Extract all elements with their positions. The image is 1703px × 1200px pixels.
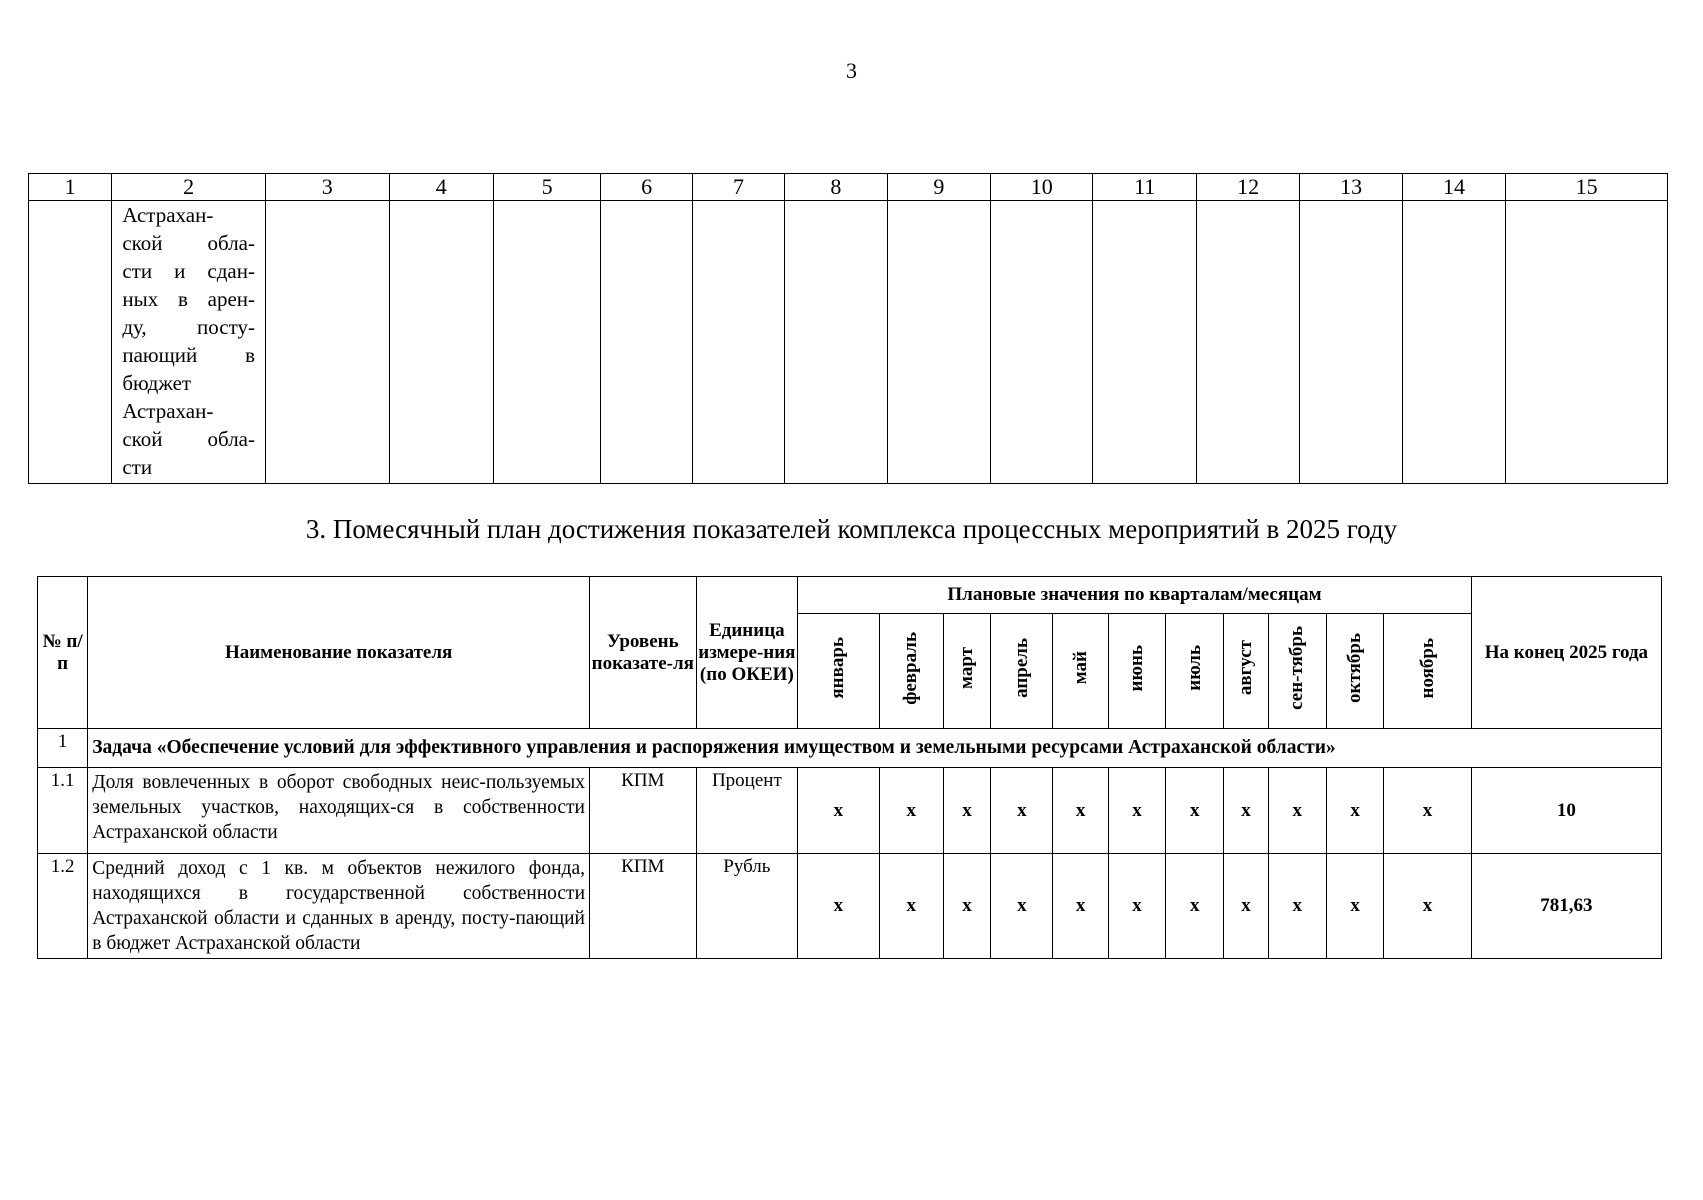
month-header: апрель: [991, 614, 1053, 729]
empty-cell: [785, 201, 887, 484]
indicator-unit: Рубль: [696, 854, 798, 959]
col-header: 7: [692, 174, 784, 201]
month-value: х: [1224, 768, 1268, 854]
month-header: март: [943, 614, 990, 729]
empty-cell: [266, 201, 390, 484]
continuation-table: [28, 173, 1668, 484]
month-value: х: [1166, 854, 1224, 959]
month-header: ноябрь: [1384, 614, 1472, 729]
month-value: х: [1053, 768, 1108, 854]
empty-cell: [1506, 201, 1668, 484]
col-header-level: Уровень показате-ля: [590, 577, 697, 729]
col-header-plan: Плановые значения по кварталам/месяцам: [798, 577, 1472, 614]
continued-indicator-name: Астрахан- ской обла- сти и сдан- ных в арен- ду, посту- пающий в бюджет Астрахан- ской обла- сти: [112, 201, 266, 484]
month-value: х: [991, 768, 1053, 854]
empty-cell: [692, 201, 784, 484]
empty-cell: [1093, 201, 1196, 484]
col-header-name: Наименование показателя: [88, 577, 590, 729]
col-header: 12: [1196, 174, 1299, 201]
indicator-name: Доля вовлеченных в оборот свободных неис-пользуемых земельных участков, находящих-ся в собственности Астраханской области: [88, 768, 590, 854]
month-value: х: [1326, 768, 1383, 854]
col-header: 2: [112, 174, 266, 201]
month-value: х: [798, 768, 879, 854]
end-value: 10: [1471, 768, 1661, 854]
col-header: 14: [1402, 174, 1505, 201]
col-header: 1: [29, 174, 112, 201]
month-value: х: [1268, 768, 1326, 854]
col-header: 9: [887, 174, 990, 201]
month-value: х: [1053, 854, 1108, 959]
month-value: х: [879, 768, 943, 854]
month-value: х: [1224, 854, 1268, 959]
col-header-end: На конец 2025 года: [1471, 577, 1661, 729]
section-heading: 3. Помесячный план достижения показателей комплекса процессных мероприятий в 2025 году: [305, 514, 1398, 544]
month-header: февраль: [879, 614, 943, 729]
empty-cell: [29, 201, 112, 484]
month-value: х: [879, 854, 943, 959]
task-number: 1: [38, 729, 88, 768]
month-value: х: [1166, 768, 1224, 854]
col-header: 8: [785, 174, 887, 201]
col-header: 4: [389, 174, 493, 201]
monthly-plan-table: [37, 576, 1662, 959]
col-header: 3: [266, 174, 390, 201]
month-value: х: [943, 854, 990, 959]
month-header: май: [1053, 614, 1108, 729]
col-header: 10: [991, 174, 1093, 201]
month-value: х: [1326, 854, 1383, 959]
empty-cell: [991, 201, 1093, 484]
indicator-name: Средний доход с 1 кв. м объектов нежилого фонда, находящихся в государственной собственности Астраханской области и сданных в аренду, посту-пающий в бюджет Астраханской области: [88, 854, 590, 959]
month-header: август: [1224, 614, 1268, 729]
month-value: х: [798, 854, 879, 959]
empty-cell: [601, 201, 692, 484]
month-value: х: [1108, 854, 1165, 959]
empty-cell: [887, 201, 990, 484]
col-header: 5: [493, 174, 600, 201]
empty-cell: [1402, 201, 1505, 484]
task-title: Задача «Обеспечение условий для эффективного управления и распоряжения имуществом и земельными ресурсами Астраханской области»: [88, 729, 1662, 768]
page-number: 3: [846, 58, 857, 83]
empty-cell: [1300, 201, 1402, 484]
month-header: сен-тябрь: [1268, 614, 1326, 729]
month-value: х: [1108, 768, 1165, 854]
month-value: х: [1268, 854, 1326, 959]
col-header-unit: Единица измере-ния (по ОКЕИ): [696, 577, 798, 729]
month-header: июль: [1166, 614, 1224, 729]
indicator-level: КПМ: [590, 854, 697, 959]
col-header: 15: [1506, 174, 1668, 201]
month-value: х: [1384, 854, 1472, 959]
empty-cell: [389, 201, 493, 484]
month-value: х: [943, 768, 990, 854]
col-header: 6: [601, 174, 692, 201]
month-header: октябрь: [1326, 614, 1383, 729]
empty-cell: [1196, 201, 1299, 484]
month-value: х: [991, 854, 1053, 959]
empty-cell: [493, 201, 600, 484]
col-header-no: № п/п: [38, 577, 88, 729]
col-header: 13: [1300, 174, 1402, 201]
row-number: 1.2: [38, 854, 88, 959]
indicator-unit: Процент: [696, 768, 798, 854]
col-header: 11: [1093, 174, 1196, 201]
end-value: 781,63: [1471, 854, 1661, 959]
month-value: х: [1384, 768, 1472, 854]
month-header: январь: [798, 614, 879, 729]
indicator-level: КПМ: [590, 768, 697, 854]
row-number: 1.1: [38, 768, 88, 854]
month-header: июнь: [1108, 614, 1165, 729]
